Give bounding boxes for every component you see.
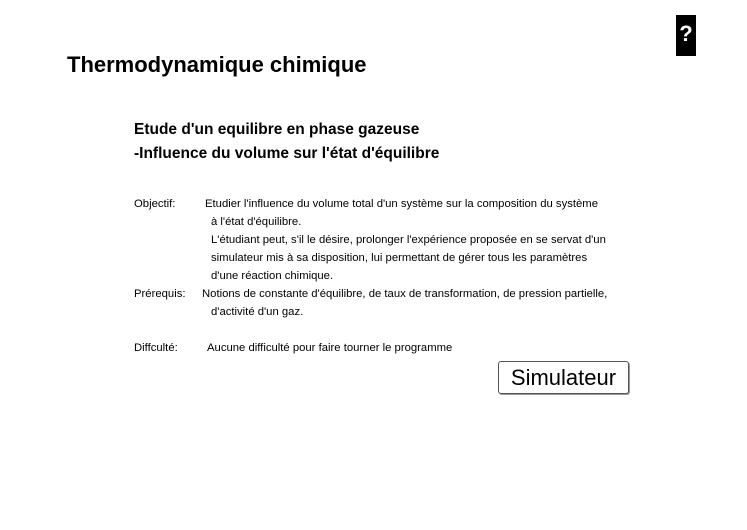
- objectif-line-1: Etudier l'influence du volume total d'un système sur la composition du système: [205, 198, 598, 210]
- subtitle-influence-volume: -Influence du volume sur l'état d'équilibre: [134, 145, 440, 162]
- objectif-line-2: à l'état d'équilibre.: [211, 216, 302, 228]
- prerequis-line-1: Notions de constante d'équilibre, de taux de transformation, de pression partielle,: [202, 288, 608, 300]
- simulateur-button[interactable]: Simulateur: [498, 361, 629, 394]
- page-title: Thermodynamique chimique: [67, 52, 367, 77]
- objectif-label: Objectif:: [134, 198, 176, 210]
- prerequis-line-2: d'activité d'un gaz.: [211, 306, 304, 318]
- help-button[interactable]: ?: [676, 15, 696, 56]
- objectif-line-4: simulateur mis à sa disposition, lui permettant de gérer tous les paramètres: [211, 252, 588, 264]
- objectif-line-5: d'une réaction chimique.: [211, 270, 334, 282]
- difficulte-text: Aucune difficulté pour faire tourner le programme: [207, 342, 453, 354]
- subtitle-equilibre: Etude d'un equilibre en phase gazeuse: [134, 121, 420, 138]
- prerequis-label: Prérequis:: [134, 288, 186, 300]
- objectif-line-3: L'étudiant peut, s'il le désire, prolonger l'expérience proposée en se servat d'un: [211, 234, 606, 246]
- difficulte-label: Diffculté:: [134, 342, 178, 354]
